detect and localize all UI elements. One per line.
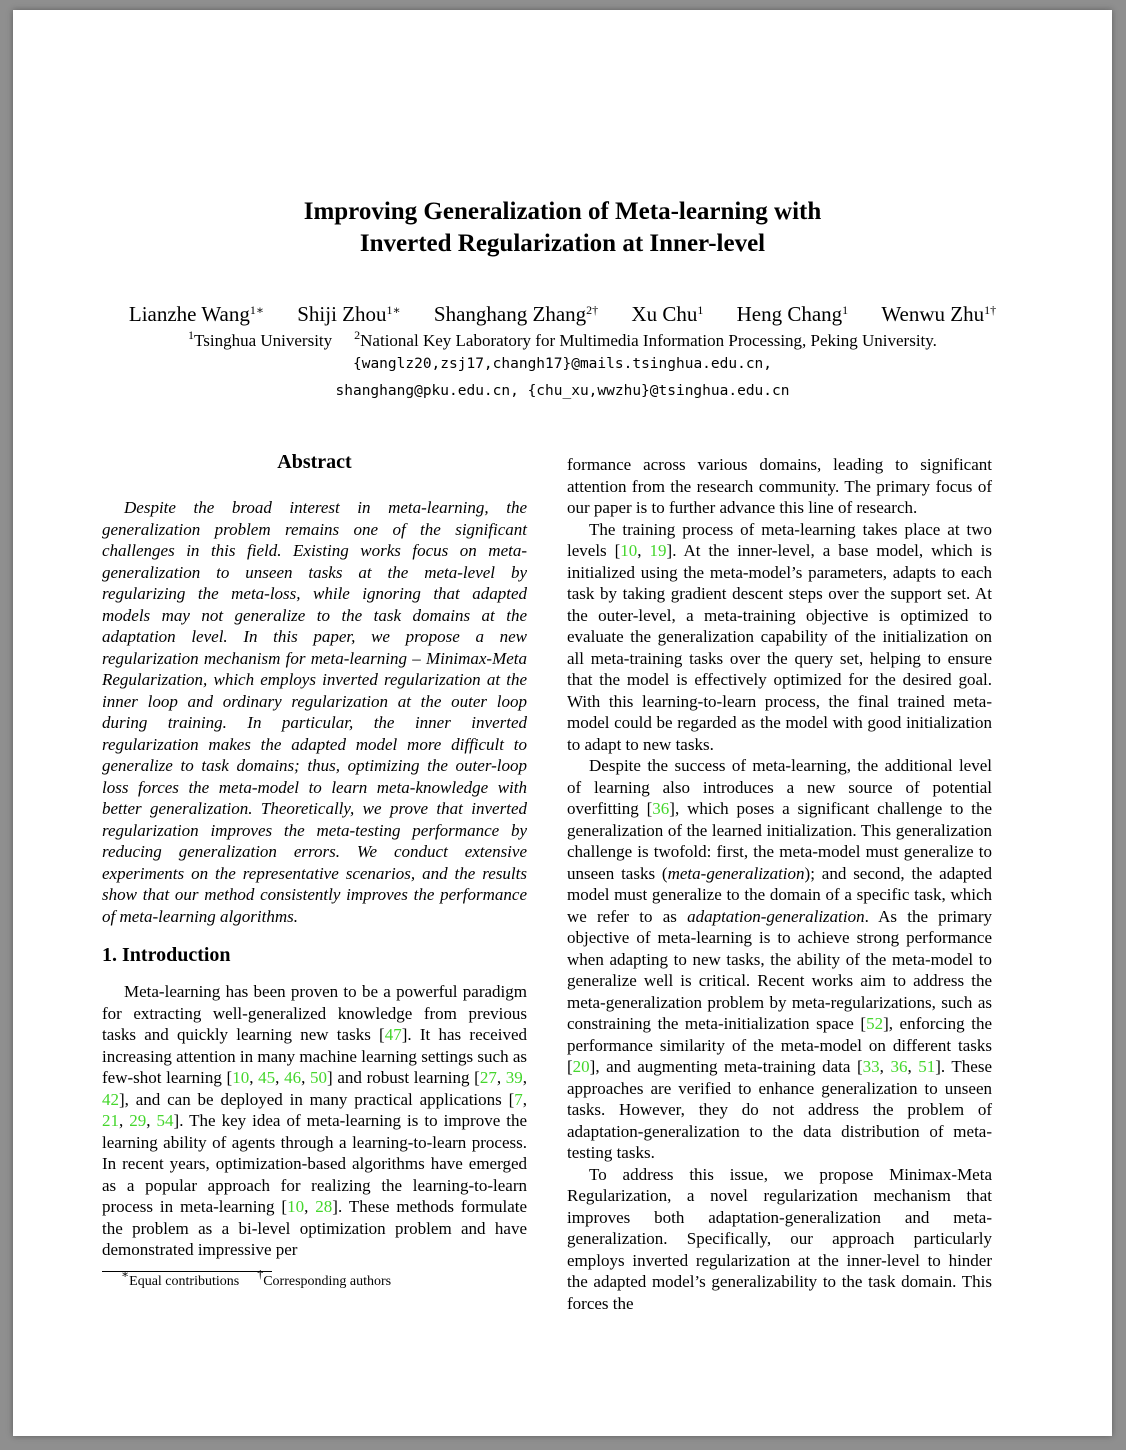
paragraph-text: Despite the success of meta-learning, the additional level of learning also introduces a new source of potential overfitting [	[567, 756, 992, 818]
author-mark: 1∗	[249, 303, 264, 317]
author-mark: 1∗	[386, 303, 401, 317]
paragraph-text: ,	[522, 1089, 527, 1109]
title-line-1: Improving Generalization of Meta-learning with	[303, 198, 822, 225]
paragraph-text: ], and augmenting meta-training data [	[589, 1057, 863, 1076]
citation-link[interactable]: 54	[156, 1111, 174, 1130]
email-line-2: shanghang@pku.edu.cn, {chu_xu,wwzhu}@tsinghua.edu.cn	[335, 383, 790, 399]
citation-link[interactable]: 20	[572, 1057, 590, 1076]
paragraph-text: Meta-learning has been proven to be a powerful paradigm for extracting well-generalized knowledge from previous tasks and quickly learning new tasks [	[102, 982, 527, 1044]
citation-link[interactable]: 52	[866, 1014, 884, 1033]
abstract-text: Despite the broad interest in meta-learning, the generalization problem remains one of the significant challenges in this field. Existing works focus on meta-generalization to unseen tasks at the meta-level by regularizing the meta-loss, while ignoring that adapted models may not generalize to the task domains at the adaptation level. In this paper, we propose a new regularization mechanism for meta-learning – Minimax-Meta Regularization, which employs inverted regularization at the inner loop and ordinary regularization at the outer loop during training. In particular, the inner inverted regularization makes the adapted model more difficult to generalize to task domains; thus, optimizing the outer-loop loss forces the meta-model to learn meta-knowledge with better generalization. Theoretically, we prove that inverted regularization improves the meta-testing performance by reducing generalization errors. We conduct extensive experiments on the representative scenarios, and the results show that our method consistently improves the performance of meta-learning algorithms.	[102, 498, 527, 926]
citation-link[interactable]: 29	[129, 1111, 147, 1130]
author	[297, 302, 400, 326]
paragraph-text: ]. These methods formulate the problem as a bi-level optimization problem and have demonstrated impressive per	[102, 1197, 528, 1259]
author-name: Heng Chang	[736, 302, 843, 326]
citation-link[interactable]: 36	[652, 799, 670, 818]
paragraph-text: ,	[146, 1111, 157, 1130]
affiliation-1: Tsinghua University	[194, 331, 333, 350]
citation-link[interactable]: 27	[479, 1068, 497, 1087]
paper-page	[13, 10, 1112, 1436]
paragraph-text: ,	[249, 1068, 259, 1087]
intro-paragraph-1	[102, 981, 527, 1261]
citation-link[interactable]: 19	[649, 541, 667, 560]
citation-link[interactable]: 39	[505, 1068, 523, 1087]
citation-link[interactable]: 45	[258, 1068, 276, 1087]
author	[881, 302, 996, 326]
paragraph-text: The training process of meta-learning takes place at two levels [	[567, 519, 992, 560]
affiliation-mark: 2	[354, 328, 361, 342]
author-name: Xu Chu	[631, 302, 698, 326]
intro-paragraph-4: To address this issue, we propose Minimax-Meta Regularization, a novel regularization mechanism that improves both adaptation-generalization and meta-generalization. Specifically, our approach particularly employs inverted regularization at the inner-level to hinder the adapted model’s generalizability to the task domain. This forces the	[567, 1164, 992, 1313]
paragraph-text: ,	[522, 1068, 528, 1087]
introduction-heading: 1. Introduction	[102, 944, 231, 966]
intro-left-column	[102, 981, 527, 1261]
affiliation-2: National Key Laboratory for Multimedia Information Processing, Peking University.	[360, 331, 937, 350]
paragraph-text: ,	[304, 1197, 316, 1216]
paper-title	[13, 196, 1112, 260]
paragraph-text: ,	[907, 1057, 919, 1076]
italic-term: adaptation-generalization	[687, 906, 865, 926]
intro-paragraph-3	[567, 755, 992, 1164]
paragraph-text: ] and robust learning [	[327, 1068, 480, 1087]
citation-link[interactable]: 10	[287, 1197, 305, 1216]
paragraph-text: ]. At the inner-level, a base model, which is initialized using the meta-model’s parameters, adapts to each task by taking gradient descent steps over the support set. At the outer-level, a meta-training objective is optimized to evaluate the generalization capability of the initialization on all meta-training tasks over the query set, helping to ensure that the model is effectively optimized for the desired goal. With this learning-to-learn process, the final trained meta-model could be regarded as the model with good initialization to adapt to new tasks.	[567, 541, 992, 754]
footnote-mark: †	[257, 1267, 264, 1281]
paragraph-text: ); and second, the adapted model must generalize to the domain of a specific task, which we refer to as	[567, 863, 993, 926]
citation-link[interactable]: 42	[102, 1089, 119, 1109]
citation-link[interactable]: 47	[384, 1025, 402, 1044]
intro-right-column	[567, 454, 992, 1314]
email-line-1: {wanglz20,zsj17,changh17}@mails.tsinghua.edu.cn,	[352, 356, 773, 372]
affiliations	[13, 330, 1112, 352]
author-name: Shanghang Zhang	[433, 302, 587, 326]
intro-paragraph-1-continued: formance across various domains, leading to significant attention from the research community. The primary focus of our paper is to further advance this line of research.	[567, 455, 992, 517]
paragraph-text: ,	[275, 1068, 285, 1087]
author-name: Wenwu Zhu	[881, 302, 985, 326]
title-line-2: Inverted Regularization at Inner-level	[359, 230, 766, 257]
paragraph-text: ,	[119, 1111, 130, 1130]
citation-link[interactable]: 10	[232, 1068, 250, 1087]
footnote-corresponding: Corresponding authors	[263, 1274, 392, 1289]
paragraph-text: ]. These approaches are verified to enhance generalization to unseen tasks. However, they do not address the problem of adaptation-generalization to the data distribution of meta-testing tasks.	[567, 1057, 992, 1162]
paragraph-text: ], enforcing the performance similarity of the meta-model on different tasks [	[567, 1014, 992, 1076]
author	[737, 302, 849, 326]
author-name: Shiji Zhou	[297, 302, 387, 326]
paragraph-text: ]. The key idea of meta-learning is to improve the learning ability of agents through a learning-to-learn process. In recent years, optimization-based algorithms have emerged as a popular approach for realizing the learning-to-learn process in meta-learning [	[102, 1111, 528, 1216]
affiliation-mark: 1	[188, 328, 195, 342]
author-mark: 2†	[586, 303, 599, 317]
italic-term: meta-generalization	[667, 863, 805, 883]
paragraph-text: ,	[879, 1057, 891, 1076]
footnote-equal-contrib: Equal contributions	[129, 1274, 240, 1289]
author	[631, 302, 703, 326]
citation-link[interactable]: 33	[862, 1057, 880, 1076]
paragraph-text: ,	[496, 1068, 506, 1087]
paragraph-text: ,	[301, 1068, 311, 1087]
author	[129, 302, 264, 326]
abstract-body	[102, 497, 527, 927]
paragraph-text: . As the primary objective of meta-learning is to achieve strong performance when adapting to new tasks, the ability of the meta-model to generalize well is critical. Recent works aim to address the meta-generalization problem by meta-regularizations, such as constraining the meta-initialization space [	[567, 906, 993, 1033]
citation-link[interactable]: 10	[620, 541, 638, 560]
citation-link[interactable]: 46	[284, 1068, 302, 1087]
author-mark: 1	[842, 303, 849, 317]
paragraph-text: ], and can be deployed in many practical applications [	[119, 1089, 515, 1109]
author-mark: 1†	[984, 303, 997, 317]
author-list	[13, 300, 1112, 328]
citation-link[interactable]: 51	[918, 1057, 936, 1076]
paragraph-text: ,	[637, 541, 650, 560]
citation-link[interactable]: 28	[315, 1197, 333, 1216]
citation-link[interactable]: 21	[102, 1111, 119, 1130]
author-mark: 1	[697, 303, 704, 317]
footnote-mark: ∗	[121, 1267, 130, 1281]
paragraph-text: ]. It has received increasing attention in many machine learning settings such as few-shot learning [	[102, 1025, 527, 1087]
author-name: Lianzhe Wang	[128, 302, 250, 326]
intro-paragraph-2	[567, 519, 992, 756]
citation-link[interactable]: 7	[514, 1089, 523, 1109]
author	[434, 302, 598, 326]
paragraph-text: ], which poses a significant challenge to the generalization of the learned initialization. This generalization challenge is twofold: first, the meta-model must generalize to unseen tasks (	[567, 799, 992, 883]
citation-link[interactable]: 36	[890, 1057, 908, 1076]
abstract-heading: Abstract	[277, 451, 352, 473]
footnote	[121, 1267, 392, 1290]
citation-link[interactable]: 50	[310, 1068, 328, 1087]
